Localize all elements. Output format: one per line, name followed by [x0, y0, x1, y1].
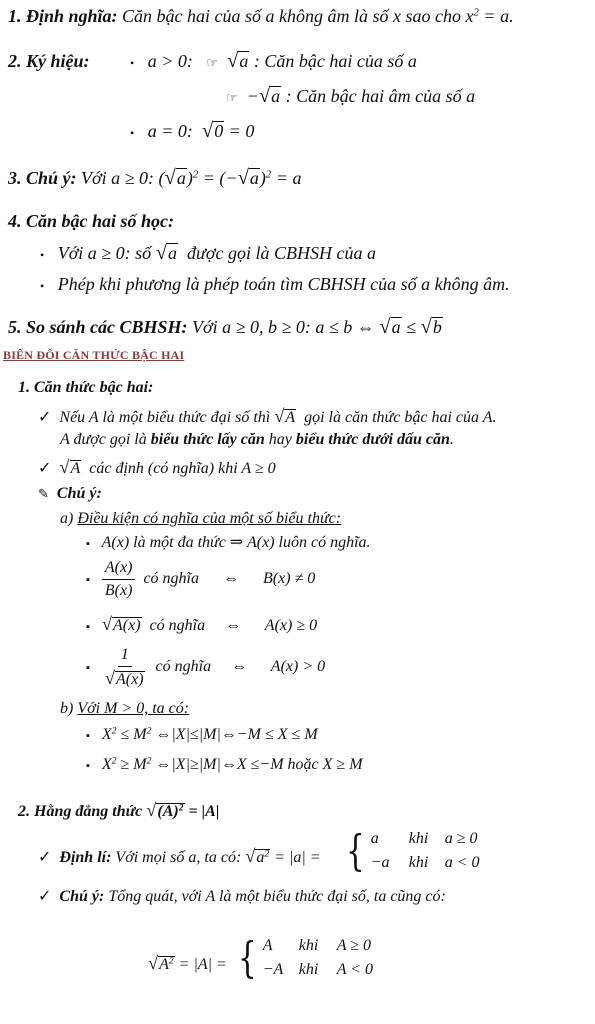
check1-text-e: hay — [268, 431, 292, 448]
bullet-icon: • — [40, 248, 45, 262]
exponent: 2 — [111, 755, 117, 767]
bullet-icon: • — [40, 279, 45, 293]
check1-text-a: Nếu A là một biểu thức đại số thì — [59, 409, 271, 426]
cond-row-2 — [86, 558, 315, 601]
part2-title: 2. Hằng đẳng thức — [18, 803, 143, 820]
exponent: 2 — [168, 955, 174, 967]
check-icon: ✓ — [38, 409, 52, 426]
notation-neg — [226, 85, 475, 109]
case-cond: A < 0 — [336, 961, 374, 978]
radical-sign: √ — [379, 316, 391, 338]
ge-m: ≥ M — [120, 756, 147, 773]
cbhsh-title-line — [8, 210, 174, 232]
radical-sign: √ — [227, 50, 239, 72]
item-number: 5. — [8, 317, 22, 337]
general-formula — [148, 953, 227, 975]
theorem-title: Định lí: — [59, 849, 112, 866]
radicand: A(x) — [113, 617, 141, 634]
exponent: 2 — [264, 848, 270, 860]
exponent: 2 — [178, 802, 184, 814]
abs-row-1-text: ⇔|X|≤|M|⇔−M ≤ X ≤ M — [155, 726, 318, 743]
cbhsh-text-a: Với a ≥ 0: số — [57, 243, 152, 263]
var-x: X — [101, 756, 112, 773]
radical-sign: √ — [155, 242, 168, 264]
less-equal: ≤ — [406, 317, 417, 337]
fraction — [102, 645, 148, 690]
radicand: b — [432, 317, 442, 337]
denominator — [102, 667, 148, 690]
radical-sign: √ — [148, 953, 159, 973]
cond-row-2-result: B(x) ≠ 0 — [262, 570, 316, 588]
abs-row-2-text: ⇔|X|≥|M|⇔X ≤−M hoặc X ≥ M — [155, 756, 363, 773]
cbhsh-text-b: được gọi là CBHSH của a — [187, 243, 376, 263]
radicand-text: A — [159, 956, 169, 973]
radical-sign: √ — [274, 406, 285, 426]
case-row-2 — [371, 854, 480, 872]
iff-sign: ⇔ — [225, 617, 242, 634]
cbhsh-text-2: Phép khi phương là phép toán tìm CBHSH của số a không âm. — [57, 274, 510, 294]
term-lay-can: biểu thức lấy căn — [150, 431, 265, 448]
exponent: 2 — [146, 725, 152, 737]
abs-row-2 — [86, 755, 363, 776]
radicand: A — [70, 460, 81, 477]
paren-close: ) — [186, 168, 193, 188]
general-eq: = |A| = — [178, 956, 227, 973]
sub-label-b: b) — [60, 700, 74, 717]
check-icon: ✓ — [38, 849, 52, 866]
equals-zero: = 0 — [228, 121, 255, 141]
definition-line — [8, 5, 514, 27]
exponent: 2 — [146, 755, 152, 767]
radicand — [156, 803, 184, 821]
general-cases — [232, 933, 374, 982]
cbhsh-title: Căn bậc hai số học: — [26, 211, 175, 231]
radicand: A — [285, 409, 296, 426]
compare-line — [8, 316, 443, 338]
equals-a: = a — [275, 168, 302, 188]
item-number: 3. — [8, 168, 22, 188]
cond-row-1 — [86, 533, 371, 554]
part1-a-heading — [60, 509, 341, 529]
fraction — [102, 558, 136, 601]
pointing-hand-icon: ☞ — [226, 90, 238, 105]
numerator: 1 — [118, 645, 132, 667]
section-header: BIẾN ĐỔI CĂN THỨC BẬC HAI — [3, 348, 185, 362]
square-bullet-icon: ▪ — [86, 760, 90, 772]
compare-text: Với a ≥ 0, b ≥ 0: a ≤ b ⇔ — [192, 317, 375, 337]
check1-text-c: A được gọi là — [60, 431, 147, 448]
radicand: a — [249, 168, 259, 188]
item-number: 2. — [8, 51, 22, 71]
general-note-line — [38, 887, 446, 907]
radicand — [158, 956, 175, 974]
co-nghia: có nghĩa — [149, 617, 206, 634]
check-icon: ✓ — [38, 460, 52, 477]
case-cond: a ≥ 0 — [444, 830, 478, 847]
radicand-text: a — [256, 849, 265, 866]
part1-title: 1. Căn thức bậc hai: — [18, 379, 154, 396]
exponent: 2 — [111, 725, 117, 737]
cbhsh-bullet-1 — [40, 242, 376, 266]
term-duoi-dau-can: biểu thức dưới dấu căn — [295, 431, 450, 448]
cond-row-4-result: A(x) > 0 — [270, 658, 326, 676]
check2-text: các định (có nghĩa) khi A ≥ 0 — [89, 460, 276, 477]
radical-sign: √ — [164, 167, 176, 189]
sub-title-a: Điều kiện có nghĩa của một số biểu thức: — [77, 510, 342, 527]
square-bullet-icon: ▪ — [86, 621, 90, 633]
exponent: 2 — [473, 6, 479, 19]
theorem-cases — [340, 826, 480, 875]
radicand: a — [176, 168, 186, 188]
brace-icon: { — [238, 933, 257, 982]
co-nghia: có nghĩa — [155, 658, 212, 676]
period: . — [449, 431, 454, 448]
cond-row-4 — [86, 645, 325, 690]
case-list — [263, 937, 373, 979]
case-value: −A — [262, 961, 284, 978]
case-value: A — [262, 937, 273, 954]
radicand — [255, 849, 270, 867]
radicand: a — [168, 243, 178, 263]
part2-title-line — [18, 800, 219, 822]
case-list — [371, 830, 480, 872]
sub-label-a: a) — [60, 510, 74, 527]
general-note-text: Tổng quát, với A là một biểu thức đại số, ta cũng có: — [108, 888, 446, 905]
radical-sign: √ — [59, 457, 70, 477]
bullet-icon: • — [130, 56, 135, 70]
general-note-title: Chú ý: — [59, 888, 105, 905]
square-bullet-icon: ▪ — [86, 538, 90, 550]
var-x: X — [101, 726, 112, 743]
radical-sign: √ — [237, 167, 249, 189]
check-icon: ✓ — [38, 888, 52, 905]
exponent: 2 — [265, 168, 272, 181]
pointing-hand-icon: ☞ — [206, 55, 218, 70]
iff-sign: ⇔ — [222, 570, 239, 588]
numerator: A(x) — [102, 558, 136, 580]
case-row-1 — [371, 830, 480, 848]
paren-open: ( — [158, 168, 165, 188]
cond-row-3-result: A(x) ≥ 0 — [264, 617, 318, 634]
part1-b-heading — [60, 699, 189, 719]
radical-sign: √ — [420, 316, 432, 338]
radical-sign: √ — [258, 85, 271, 107]
theorem-eq: = |a| = — [274, 849, 321, 866]
theorem-text: Với mọi số a, ta có: — [115, 849, 242, 866]
radicand: a — [239, 51, 249, 71]
co-nghia: có nghĩa — [143, 570, 199, 588]
radical-sign: √ — [245, 846, 256, 866]
pencil-icon: ✎ — [38, 486, 49, 501]
condition-positive: a > 0: — [147, 51, 193, 71]
radical-sign: √ — [146, 800, 157, 820]
paren-close: ) — [259, 168, 266, 188]
notation-text-2: : Căn bậc hai âm của số a — [285, 86, 476, 106]
radical-sign: √ — [201, 120, 214, 142]
notation-text-1: : Căn bậc hai của số a — [253, 51, 417, 71]
notation-title: Ký hiệu: — [26, 51, 90, 71]
definition-title: Định nghĩa: — [26, 6, 118, 26]
theorem-line — [38, 846, 321, 868]
cond-row-3 — [86, 614, 317, 637]
notation-pos — [130, 50, 417, 74]
note-label: Chú ý: — [56, 485, 102, 502]
case-khi: khi — [408, 830, 429, 847]
case-khi: khi — [408, 854, 429, 871]
cbhsh-bullet-2 — [40, 273, 510, 297]
le-m: ≤ M — [120, 726, 147, 743]
case-value: a — [370, 830, 379, 847]
radicand: a — [391, 317, 401, 337]
cond-row-1-text: A(x) là một đa thức ⇒ A(x) luôn có nghĩa. — [101, 534, 371, 551]
item-number: 4. — [8, 211, 22, 231]
case-khi: khi — [298, 937, 319, 954]
radicand: A(x) — [116, 671, 144, 688]
case-row-1 — [263, 937, 373, 955]
note-text: Với a ≥ 0: — [81, 168, 154, 188]
case-row-2 — [263, 961, 373, 979]
square-bullet-icon: ▪ — [86, 730, 90, 742]
note-line — [8, 167, 301, 189]
radicand: 0 — [214, 121, 224, 141]
case-khi: khi — [298, 961, 319, 978]
notation-zero — [130, 120, 254, 144]
equals-neg: = (− — [202, 168, 238, 188]
denominator: B(x) — [104, 582, 133, 599]
brace-icon: { — [346, 826, 365, 875]
iff-sign: ⇔ — [231, 658, 248, 676]
exponent: 2 — [192, 168, 199, 181]
radicand: a — [271, 86, 281, 106]
condition-zero: a = 0: — [147, 121, 193, 141]
check1-text-b: gọi là căn thức bậc hai của A. — [304, 409, 497, 426]
radicand-text: (A) — [157, 803, 179, 820]
radical-sign: √ — [104, 668, 115, 688]
definition-tail: = a. — [483, 6, 514, 26]
radical-sign: √ — [101, 614, 112, 634]
bullet-icon: • — [130, 126, 135, 140]
part1-check-1-cont — [60, 430, 454, 450]
notation-line-1 — [8, 50, 90, 72]
minus-sign: − — [246, 86, 259, 106]
compare-title: So sánh các CBHSH: — [26, 317, 188, 337]
part1-check-2 — [38, 457, 276, 479]
note-title: Chú ý: — [26, 168, 77, 188]
case-cond: a < 0 — [444, 854, 480, 871]
square-bullet-icon: ▪ — [86, 574, 90, 587]
part2-eq: = |A| — [188, 803, 220, 820]
sub-title-b: Với M > 0, ta có: — [77, 700, 190, 717]
square-bullet-icon: ▪ — [86, 662, 90, 675]
part1-check-1 — [38, 406, 496, 428]
part1-note — [38, 484, 102, 504]
case-value: −a — [370, 854, 390, 871]
abs-row-1 — [86, 725, 318, 746]
case-cond: A ≥ 0 — [336, 937, 371, 954]
item-number: 1. — [8, 6, 22, 26]
definition-text: Căn bậc hai của số a không âm là số x sao cho x — [122, 6, 474, 26]
